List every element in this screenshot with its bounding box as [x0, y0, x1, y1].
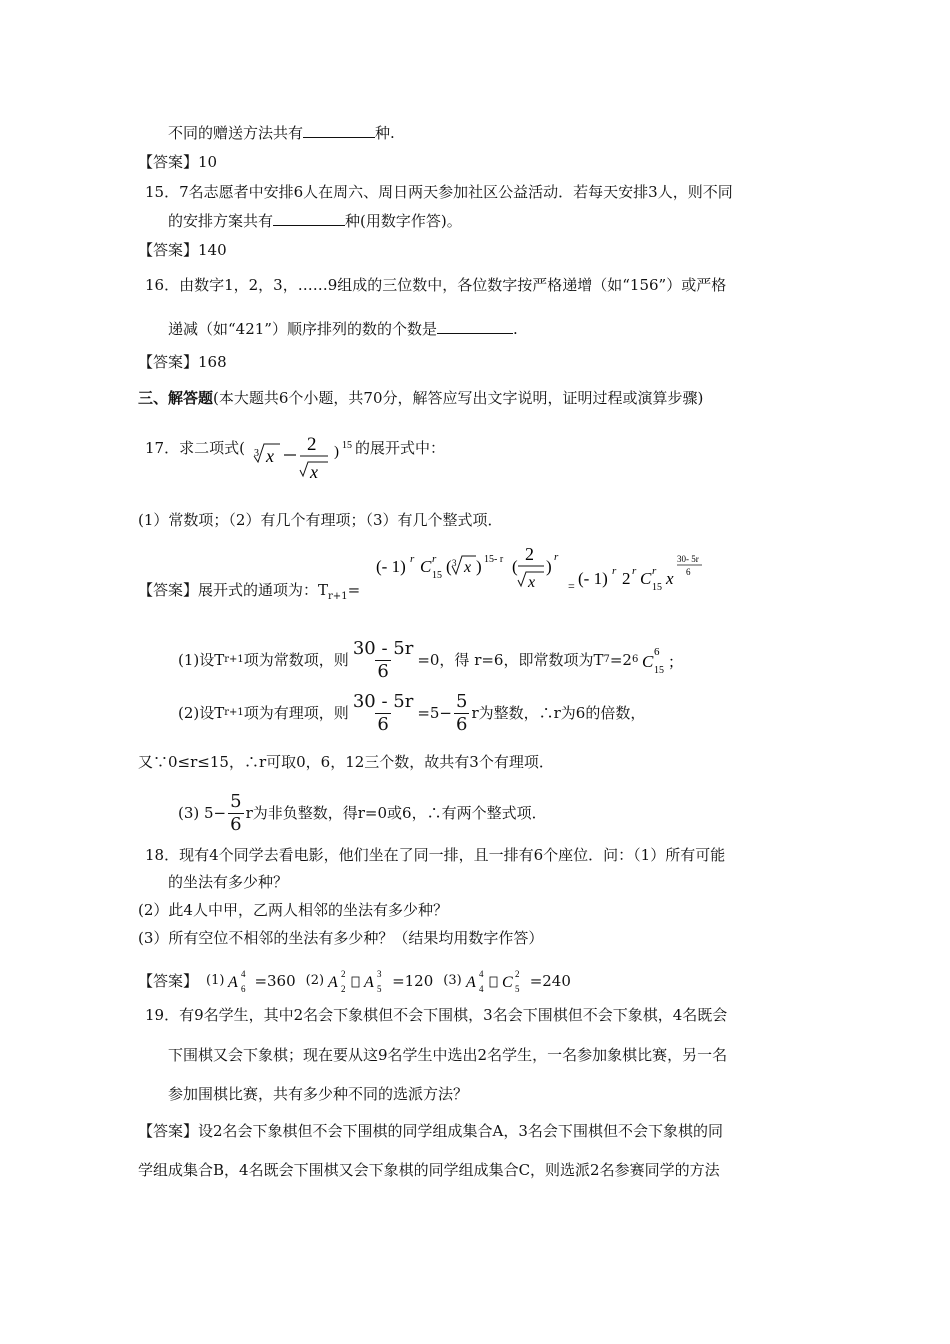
- svg-text:r: r: [612, 565, 617, 577]
- q19-answer-line2: 学组成集合B，4名既会下围棋又会下象棋的同学组成集合C，则选派2名参赛同学的方法: [138, 1161, 720, 1179]
- q17-stem: [145, 438, 245, 484]
- svg-text:2: 2: [622, 569, 631, 588]
- q15-line1: 15．7名志愿者中安排6人在周六、周日两天参加社区公益活动．若每天安排3人，则不同: [145, 183, 733, 201]
- q15-answer-value: 140: [198, 241, 227, 259]
- fraction-numerator: 5: [230, 790, 242, 812]
- q18-a2-label: (2): [305, 973, 325, 988]
- svg-text:3: 3: [254, 448, 259, 459]
- q17-s2-pre: (2)设T: [178, 704, 225, 722]
- q14-tail-end: 种.: [375, 124, 395, 142]
- q18-a3-formula: [462, 967, 530, 995]
- svg-text:；: ；: [668, 655, 684, 671]
- svg-text:C: C: [420, 557, 432, 576]
- svg-text:C: C: [642, 652, 654, 671]
- q17-s1-pre: (1)设T: [178, 651, 225, 669]
- svg-text:4: 4: [241, 969, 246, 979]
- q18-line3: (2）此4人中甲，乙两人相邻的坐法有多少种？: [138, 901, 448, 919]
- svg-text:(- 1): (- 1): [376, 557, 406, 576]
- q17-step2-line2: 又∵0≤r≤15，∴r可取0，6，12三个数，故共有3个有理项．: [138, 753, 554, 771]
- q17-answer: [138, 580, 360, 607]
- q16-line2: [168, 318, 518, 339]
- q18-line4: (3）所有空位不相邻的坐法有多少种？（结果均用数字作答）: [138, 929, 544, 947]
- svg-text:A: A: [228, 974, 239, 991]
- q15-blank: [273, 210, 345, 226]
- q17-general-term-formula: [372, 540, 722, 600]
- answer-label: 【答案】: [138, 1122, 199, 1140]
- svg-text:A: A: [465, 974, 476, 991]
- fraction-numerator: 5: [456, 690, 468, 712]
- q17-stem-post: 的展开式中：: [355, 439, 446, 457]
- svg-text:C: C: [501, 974, 513, 991]
- q19-answer-line1: [138, 1121, 723, 1141]
- svg-text:3: 3: [377, 969, 382, 979]
- q14-answer: [138, 152, 217, 172]
- q17-s2-post: r为整数，∴r为6的倍数，: [471, 704, 646, 722]
- q18-a1-value: =360: [254, 972, 296, 990]
- answer-label: 【答案】: [138, 353, 199, 371]
- q18-a3-label: (3): [443, 973, 462, 988]
- q17-answer-eq: =: [347, 581, 361, 599]
- q17-binomial-formula: [250, 426, 370, 488]
- q16-line2-post: .: [512, 320, 518, 338]
- svg-text:r: r: [554, 551, 559, 563]
- q17-exp: 15: [342, 440, 352, 451]
- fraction-numerator: 30 - 5r: [352, 637, 414, 659]
- svg-text:2: 2: [307, 434, 317, 455]
- svg-text:4: 4: [478, 984, 484, 994]
- q18-a3-value: =240: [529, 972, 571, 990]
- svg-text:r: r: [432, 553, 437, 565]
- q17-step2: [178, 688, 645, 738]
- svg-text:r: r: [632, 565, 637, 577]
- svg-text:(: (: [512, 557, 518, 576]
- q19-line1: 19．有9名学生，其中2名会下象棋但不会下围棋，3名会下围棋但不会下象棋，4名既会: [145, 1006, 728, 1024]
- q18-a1-permutation: [224, 967, 254, 995]
- svg-text:5: 5: [377, 984, 382, 994]
- q14-tail-text: 不同的赠送方法共有: [168, 124, 304, 142]
- q18-line1: 18．现有4个同学去看电影，他们坐在了同一排，且一排有6个座位．问：（1）所有可能: [145, 846, 726, 864]
- q18-a2-permutation: [324, 967, 392, 995]
- answer-label: 【答案】: [138, 153, 199, 171]
- q17-s2-mid: 项为有理项，则: [243, 704, 349, 722]
- svg-text:C: C: [640, 569, 652, 588]
- svg-text:x: x: [666, 569, 674, 588]
- svg-text:6: 6: [241, 984, 246, 994]
- q17-parts: (1）常数项；（2）有几个有理项；（3）有几个整式项．: [138, 511, 503, 529]
- q18-a1-label: (1): [206, 973, 225, 988]
- svg-text:2: 2: [341, 984, 346, 994]
- q17-stem-pre: 17．求二项式(: [145, 439, 245, 457]
- q17-s1-sub2: 7: [603, 654, 610, 665]
- svg-text:x: x: [528, 574, 536, 591]
- q17-s1-mid: 项为常数项，则: [243, 651, 349, 669]
- svg-text:r: r: [652, 565, 657, 577]
- q17-s3-post: r为非负整数，得r=0或6，∴有两个整式项．: [245, 804, 547, 822]
- q14-blank: [303, 122, 375, 138]
- q17-s3-pre: (3) 5−: [178, 804, 227, 822]
- svg-text:2: 2: [341, 969, 346, 979]
- fraction-denominator: 6: [377, 713, 389, 735]
- q15-answer: [138, 240, 227, 260]
- svg-text:A: A: [328, 974, 338, 991]
- q19-answer-text1: 设2名会下象棋但不会下围棋的同学组成集合A，3名会下围棋但不会下象棋的同: [198, 1122, 723, 1140]
- svg-text:6: 6: [686, 567, 691, 577]
- svg-text:15- r: 15- r: [484, 554, 504, 565]
- section3-heading: [138, 388, 703, 408]
- q17-answer-intro-sub: r+1: [328, 591, 348, 602]
- svg-text:4: 4: [478, 969, 484, 979]
- svg-text:15: 15: [432, 570, 442, 581]
- q17-s2-fraction56: [454, 691, 469, 736]
- svg-text:x: x: [464, 559, 472, 576]
- q16-answer: [138, 352, 227, 372]
- q17-step3: [178, 788, 547, 838]
- q16-blank: [437, 318, 513, 334]
- svg-text:30- 5r: 30- 5r: [677, 554, 699, 564]
- q17-s2-sub: r+1: [224, 707, 244, 718]
- q17-s2-mid2: =5−: [417, 704, 452, 722]
- answer-label: 【答案】: [138, 972, 199, 990]
- q18-line2: 的坐法有多少种？: [168, 873, 289, 891]
- q16-line1: 16．由数字1，2，3，……9组成的三位数中，各位数字按严格递增（如“156”）或严格: [145, 276, 727, 294]
- svg-text:2: 2: [514, 969, 520, 979]
- q16-line2-pre: 递减（如“421”）顺序排列的数的个数是: [168, 320, 437, 338]
- svg-text:3: 3: [452, 558, 457, 568]
- fraction-denominator: 6: [230, 813, 242, 835]
- q15-line2-post: 种(用数字作答)。: [345, 212, 462, 230]
- answer-label: 【答案】: [138, 241, 199, 259]
- q17-s1-fraction: [351, 638, 416, 683]
- q16-answer-value: 168: [198, 353, 227, 371]
- q17-s2-fraction: [351, 691, 416, 736]
- q18-a2-value: =120: [392, 972, 434, 990]
- svg-text:6: 6: [654, 646, 660, 658]
- svg-text:A: A: [364, 974, 374, 991]
- q19-line3: 参加围棋比赛，共有多少种不同的选派方法？: [168, 1085, 469, 1103]
- q17-s3-fraction56: [228, 791, 243, 836]
- svg-text:): ): [334, 444, 339, 460]
- fraction-denominator: 6: [456, 713, 468, 735]
- svg-text:15: 15: [652, 582, 662, 593]
- q15-line2-pre: 的安排方案共有: [168, 212, 274, 230]
- fraction-denominator: 6: [377, 660, 389, 682]
- q17-s1-combination: [640, 643, 684, 677]
- answer-label: 【答案】: [138, 581, 199, 599]
- svg-text:x: x: [310, 462, 318, 482]
- q17-s1-sub: r+1: [224, 654, 244, 665]
- q18-answer: [138, 966, 571, 996]
- q17-step1: [178, 635, 684, 685]
- fraction-numerator: 30 - 5r: [352, 690, 414, 712]
- q19-line2: 下围棋又会下象棋；现在要从这9名学生中选出2名学生，一名参加象棋比赛，另一名: [168, 1046, 728, 1064]
- svg-text:5: 5: [514, 984, 520, 994]
- q17-s1-post: =0，得 r=6，即常数项为T: [417, 651, 604, 669]
- svg-text:(- 1): (- 1): [578, 569, 608, 588]
- section3-note: (本大题共6个小题，共70分，解答应写出文字说明，证明过程或演算步骤): [213, 389, 704, 407]
- svg-text:x: x: [266, 446, 274, 466]
- svg-text:2: 2: [525, 544, 534, 564]
- svg-text:(: (: [446, 557, 452, 576]
- svg-text:r: r: [410, 553, 415, 565]
- q17-answer-intro: 展开式的通项为：T: [198, 581, 329, 599]
- q17-s1-exp: 6: [631, 654, 639, 665]
- q14-answer-value: 10: [198, 153, 218, 171]
- q14-tail: [168, 122, 395, 143]
- q17-s1-end: =2: [609, 651, 632, 669]
- section3-title: 三、解答题: [138, 389, 214, 407]
- svg-text:=: =: [568, 579, 575, 593]
- svg-text:): ): [476, 557, 482, 576]
- svg-text:): ): [546, 557, 552, 576]
- q15-line2: [168, 210, 462, 231]
- svg-text:15: 15: [654, 665, 665, 676]
